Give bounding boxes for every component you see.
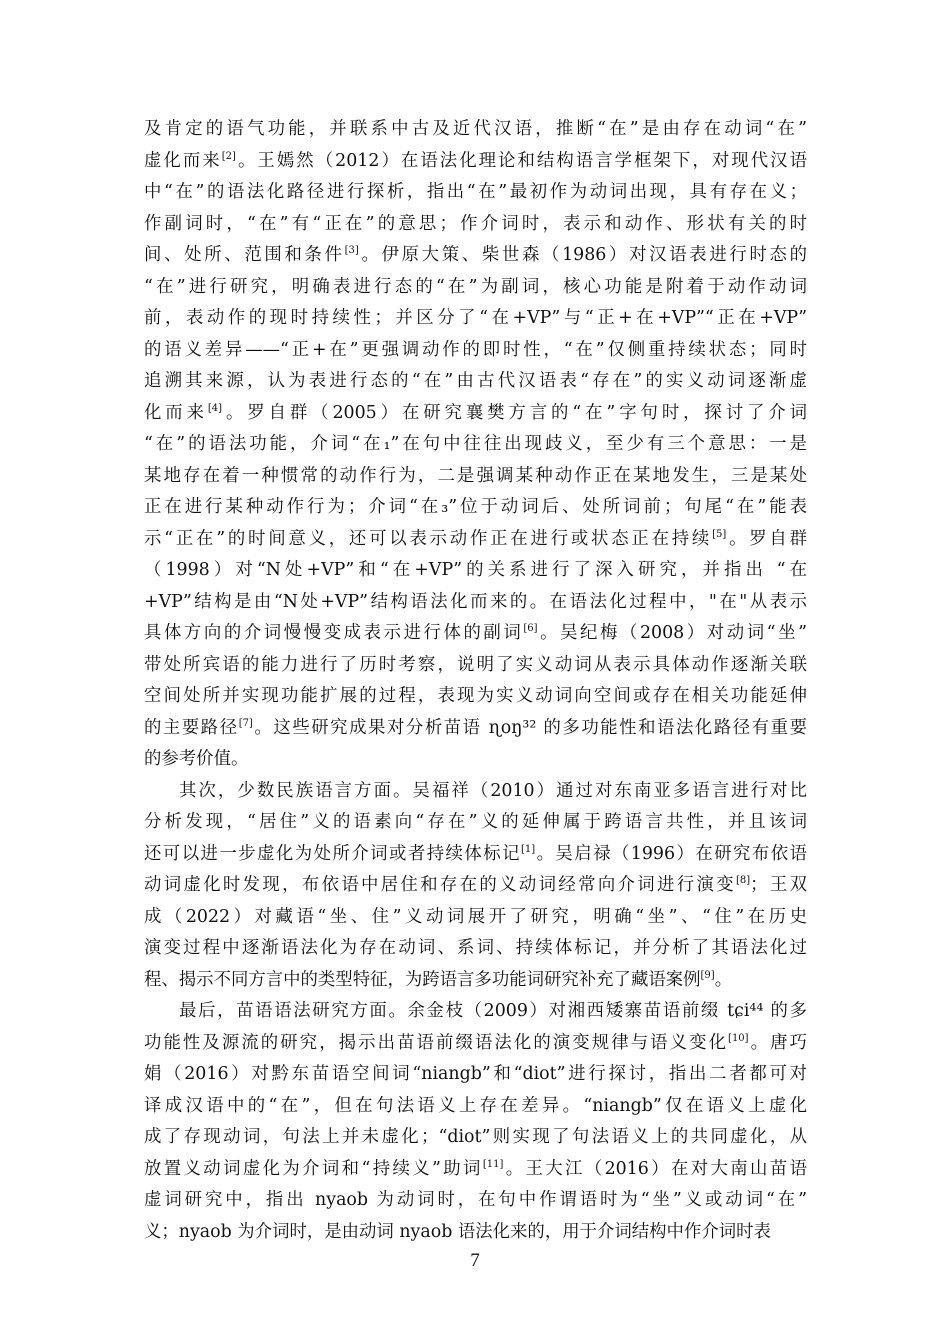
text-line [144, 429, 807, 461]
text-run: 间、处所、范围和条件 [144, 245, 345, 265]
text-run: 带处所宾语的能力进行了历时考察，说明了实义动词从表示具体动作逐渐关联 [144, 654, 807, 675]
text-run: 动词虚化时发现，布依语中居住和存在的义动词经常向介词进行演变 [144, 875, 736, 895]
text-run: +VP”结构是由“N处+VP”结构语法化而来的。在语法化过程中，"在"从表示 [144, 591, 807, 612]
text-run: 。罗自群（2005）在研究襄樊方言的“在”字句时，探讨了介词 [222, 402, 807, 423]
text-run: 前，表动作的现时持续性；并区分了“在+VP”与“正+在+VP”“正在+VP” [144, 308, 807, 328]
text-line [144, 524, 807, 556]
text-line [144, 492, 807, 524]
text-run: 的语义差异——“正+在”更强调动作的即时性，“在”仅侧重持续状态；同时 [144, 339, 807, 360]
citation-marker: [7] [238, 717, 253, 729]
text-run: 。吴纪梅（2008）对动词“坐” [537, 623, 807, 643]
text-run: 的主要路径 [144, 717, 239, 738]
page-number: 7 [470, 1250, 480, 1271]
text-run: 作副词时，“在”有“正在”的意思；作介词时，表示和动作、形状有关的时 [144, 213, 807, 234]
text-line [144, 713, 807, 745]
text-line [144, 618, 807, 650]
text-run: 演变过程中逐渐语法化为存在动词、系词、持续体标记，并分析了其语法化过 [144, 938, 807, 958]
text-run: 娟（2016）对黔东苗语空间词“niangb”和“diot”进行探讨，指出二者都可对 [144, 1064, 807, 1084]
text-run: 虚化而来 [144, 150, 222, 171]
text-run: 成（2022）对藏语“坐、住”义动词展开了研究，明确“坐”、“住”在历史 [144, 906, 807, 927]
text-line [144, 902, 807, 934]
text-line [144, 209, 807, 241]
text-run: 分析发现，“居住”义的语素向“存在”义的延伸属于跨语言共性，并且该词 [144, 812, 807, 832]
text-run: 最后，苗语语法研究方面。余金枝（2009）对湘西矮寨苗语前缀 tɕi⁴⁴ 的多 [179, 1001, 807, 1021]
text-line [144, 587, 807, 619]
paragraph [144, 114, 807, 776]
text-run: 。王嫣然（2012）在语法化理论和结构语言学框架下，对现代汉语 [235, 150, 807, 171]
text-run: 放置义动词虚化为介词和“持续义”助词 [144, 1158, 483, 1179]
citation-marker: [6] [523, 623, 538, 634]
text-run: 某地存在着一种惯常的动作行为，二是强调某种动作正在某地发生，三是某处 [144, 465, 807, 486]
body-text [144, 114, 807, 1248]
text-line [144, 146, 807, 178]
text-run: 。这些研究成果对分析苗语 ɳoŋ³² 的多功能性和语法化路径有重要 [252, 717, 807, 738]
text-run: 示“正在”的时间意义，还可以表示动作正在进行或状态正在持续 [144, 528, 713, 549]
text-run: 追溯其来源，认为表进行态的“在”由古代汉语表“存在”的实义动词逐渐虚 [144, 371, 807, 391]
text-run: 具体方向的介词慢慢变成表示进行体的副词 [144, 623, 524, 643]
text-run: “在”进行研究，明确表进行态的“在”为副词，核心功能是附着于动作动词 [144, 276, 807, 297]
text-line [144, 177, 807, 209]
text-line [144, 807, 807, 839]
citation-marker: [8] [735, 875, 751, 886]
text-run: 化而来 [144, 402, 208, 423]
text-line [144, 303, 807, 335]
paragraph [144, 996, 807, 1248]
text-run: 还可以进一步虚化为处所介词或者持续体标记 [144, 843, 521, 864]
text-line [144, 996, 807, 1028]
text-line [144, 555, 807, 587]
text-line [144, 1028, 807, 1060]
text-line [144, 461, 807, 493]
text-run: 其次，少数民族语言方面。吴福祥（2010）通过对东南亚多语言进行对比 [179, 780, 807, 801]
text-line [144, 1091, 807, 1123]
text-run: 义；nyaob 为介词时，是由动词 nyaob 语法化来的，用于介词结构中作介词时表 [144, 1221, 771, 1242]
text-run: 正在进行某种动作行为；介词“在₃”位于动词后、处所词前；句尾“在”能表 [144, 497, 807, 517]
text-line [144, 681, 807, 713]
citation-marker: [2] [221, 150, 236, 162]
text-run: 成了存现动词，句法上并未虚化；“diot”则实现了句法语义上的共同虚化，从 [144, 1127, 807, 1147]
text-line [144, 240, 807, 272]
text-line [144, 1185, 807, 1217]
text-run: 。王大江（2016）在对大南山苗语 [503, 1158, 807, 1179]
text-run: 。唐巧 [748, 1032, 807, 1053]
text-run: 功能性及源流的研究，揭示出苗语前缀语法化的演变规律与语义变化 [144, 1032, 729, 1053]
text-run: 程、揭示不同方言中的类型特征，为跨语言多功能词研究补充了藏语案例 [144, 969, 701, 990]
citation-marker: [10] [728, 1032, 749, 1044]
text-line [144, 114, 807, 146]
text-line [144, 744, 807, 776]
text-run: “在”的语法功能，介词“在₁”在句中往往出现歧义，至少有三个意思：一是 [144, 434, 807, 454]
text-run: 。伊原大策、柴世森（1986）对汉语表进行时态的 [358, 245, 807, 265]
citation-marker: [11] [482, 1158, 504, 1170]
text-line [144, 870, 807, 902]
text-line [144, 1122, 807, 1154]
text-run: 。罗自群 [726, 528, 807, 549]
citation-marker: [1] [520, 843, 536, 855]
text-run: ；王双 [750, 875, 807, 895]
text-run: 及肯定的语气功能，并联系中古及近代汉语，推断“在”是由存在动词“在” [144, 119, 807, 139]
text-line [144, 366, 807, 398]
text-line [144, 650, 807, 682]
text-line [144, 272, 807, 304]
citation-marker: [9] [700, 969, 715, 981]
text-run: 中“在”的语法化路径进行探析，指出“在”最初作为动词出现，具有存在义； [144, 182, 807, 202]
text-line [144, 776, 807, 808]
text-run: 。 [714, 969, 733, 990]
text-run: （1998）对“N处+VP”和“在+VP”的关系进行了深入研究，并指出 “在 [144, 560, 807, 580]
citation-marker: [4] [207, 402, 223, 414]
paragraph [144, 776, 807, 997]
citation-marker: [5] [712, 528, 727, 540]
text-line [144, 965, 807, 997]
text-run: 虚词研究中，指出 nyaob 为动词时，在句中作谓语时为“坐”义或动词“在” [144, 1190, 807, 1210]
citation-marker: [3] [344, 245, 359, 256]
text-line [144, 1217, 807, 1249]
text-line [144, 1059, 807, 1091]
text-run: 空间处所并实现功能扩展的过程，表现为实义动词向空间或存在相关功能延伸 [144, 686, 807, 706]
text-line [144, 839, 807, 871]
text-line [144, 398, 807, 430]
text-run: 的参考价值。 [144, 749, 249, 769]
text-line [144, 335, 807, 367]
text-run: 。吴启禄（1996）在研究布依语 [535, 843, 807, 864]
text-run: 译成汉语中的“在”，但在句法语义上存在差异。“niangb”仅在语义上虚化 [144, 1095, 807, 1116]
text-line [144, 1154, 807, 1186]
text-line [144, 933, 807, 965]
